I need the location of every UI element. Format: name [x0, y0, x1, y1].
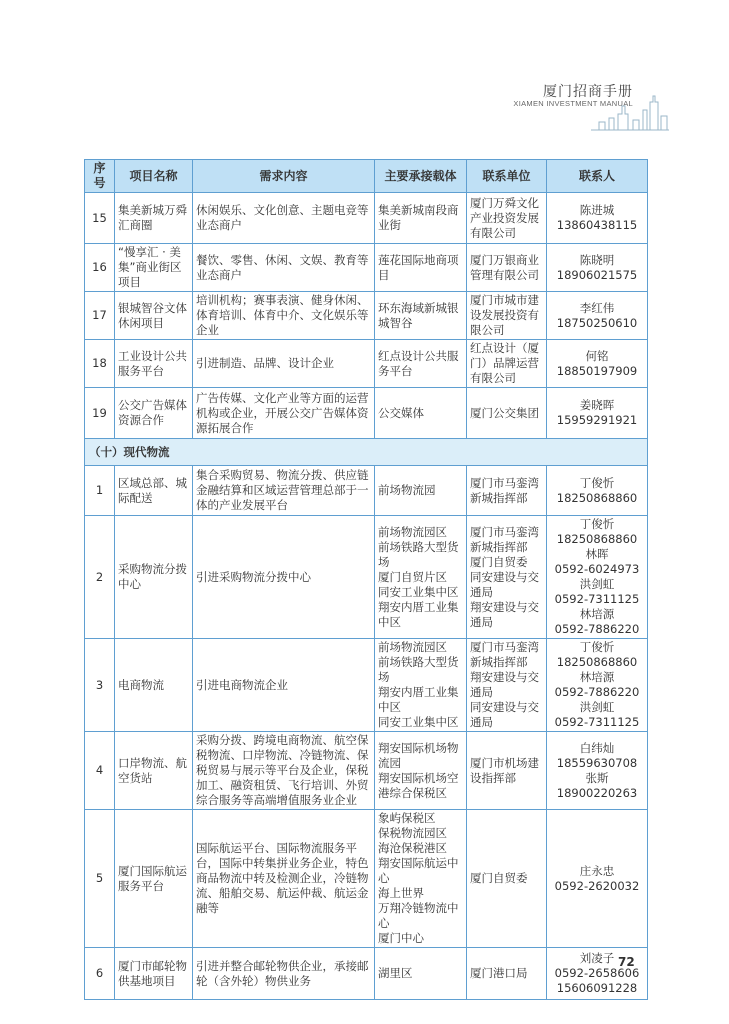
row-carrier: 前场物流园区 前场铁路大型货场 翔安内厝工业集中区 同安工业集中区 [375, 639, 467, 732]
row-unit: 厦门自贸委 [467, 810, 547, 948]
page-number: 72 [618, 955, 635, 969]
row-unit: 厦门市马銮湾新城指挥部 [467, 466, 547, 516]
row-demand: 国际航运平台、国际物流服务平台，国际中转集拼业务企业，特色商品物流中转及检测企业，冷链物流、船舶交易、航运仲裁、航运金融等 [193, 810, 375, 948]
row-unit: 厦门市马銮湾新城指挥部 翔安建设与交通局 同安建设与交通局 [467, 639, 547, 732]
row-contact: 丁俊忻 18250868860 [547, 466, 648, 516]
row-no: 17 [85, 292, 115, 340]
row-no: 15 [85, 193, 115, 244]
row-demand: 集合采购贸易、物流分拨、供应链金融结算和区域运营管理总部于一体的产业发展平台 [193, 466, 375, 516]
row-contact: 姜晓晖 15959291921 [547, 388, 648, 439]
row-carrier: 前场物流园区 前场铁路大型货场 厦门自贸片区 同安工业集中区 翔安内厝工业集中区 [375, 516, 467, 639]
table-row [85, 639, 648, 732]
row-demand: 引进采购物流分拨中心 [193, 516, 375, 639]
row-carrier: 集美新城南段商业街 [375, 193, 467, 244]
row-contact: 庄永忠 0592-2620032 [547, 810, 648, 948]
row-contact: 陈进城 13860438115 [547, 193, 648, 244]
row-demand: 餐饮、零售、休闲、文娱、教育等业态商户 [193, 244, 375, 292]
row-carrier: 象屿保税区 保税物流园区 海沧保税港区 翔安国际航运中心 海上世界 万翔冷链物流中心 厦门中心 [375, 810, 467, 948]
header-title: 厦门招商手册 [543, 84, 633, 100]
row-no: 19 [85, 388, 115, 439]
row-no: 16 [85, 244, 115, 292]
table-row [85, 466, 648, 516]
row-contact: 李红伟 18750250610 [547, 292, 648, 340]
header-subtitle: XIAMEN INVESTMENT MANUAL [513, 99, 633, 108]
row-no: 4 [85, 732, 115, 810]
row-no: 3 [85, 639, 115, 732]
table-row [85, 516, 648, 639]
row-carrier: 环东海域新城银城智谷 [375, 292, 467, 340]
table-row [85, 388, 648, 439]
row-name: 电商物流 [115, 639, 193, 732]
row-unit: 厦门万银商业管理有限公司 [467, 244, 547, 292]
row-carrier: 湖里区 [375, 948, 467, 1000]
table-row [85, 810, 648, 948]
table-row [85, 292, 648, 340]
row-demand: 采购分拨、跨境电商物流、航空保税物流、口岸物流、冷链物流、保税贸易与展示等平台及企业，保税加工、融资租赁、飞行培训、外贸综合服务等高端增值服务业企业 [193, 732, 375, 810]
skyline-graphic [589, 92, 671, 132]
row-demand: 广告传媒、文化产业等方面的运营机构或企业，开展公交广告媒体资源拓展合作 [193, 388, 375, 439]
row-contact: 陈晓明 18906021575 [547, 244, 648, 292]
row-no: 6 [85, 948, 115, 1000]
row-name: 采购物流分拨中心 [115, 516, 193, 639]
row-unit: 红点设计（厦门）品牌运营有限公司 [467, 340, 547, 388]
row-demand: 休闲娱乐、文化创意、主题电竞等业态商户 [193, 193, 375, 244]
row-name: 集美新城万舜汇商圈 [115, 193, 193, 244]
row-carrier: 红点设计公共服务平台 [375, 340, 467, 388]
row-carrier: 翔安国际机场物流园 翔安国际机场空港综合保税区 [375, 732, 467, 810]
row-no: 2 [85, 516, 115, 639]
col-header-carrier: 主要承接载体 [375, 160, 467, 193]
section-label: （十）现代物流 [85, 439, 648, 466]
row-name: 区域总部、城际配送 [115, 466, 193, 516]
row-contact: 白纬灿 18559630708 张斯 18900220263 [547, 732, 648, 810]
row-unit: 厦门万舜文化产业投资发展有限公司 [467, 193, 547, 244]
table-header-row [85, 160, 648, 193]
row-demand: 引进电商物流企业 [193, 639, 375, 732]
row-carrier: 莲花国际地商项目 [375, 244, 467, 292]
row-unit: 厦门港口局 [467, 948, 547, 1000]
table-row [85, 340, 648, 388]
row-unit: 厦门市机场建设指挥部 [467, 732, 547, 810]
row-contact: 丁俊忻 18250868860 林晖 0592-6024973 洪剑虹 0592-7311125 林培源 0592-7886220 [547, 516, 648, 639]
row-no: 5 [85, 810, 115, 948]
row-unit: 厦门公交集团 [467, 388, 547, 439]
row-demand: 引进并整合邮轮物供企业，承接邮轮（含外轮）物供业务 [193, 948, 375, 1000]
row-demand: 培训机构；赛事表演、健身休闲、体育培训、体育中介、文化娱乐等企业 [193, 292, 375, 340]
row-no: 1 [85, 466, 115, 516]
row-carrier: 公交媒体 [375, 388, 467, 439]
row-name: 口岸物流、航空货站 [115, 732, 193, 810]
row-carrier: 前场物流园 [375, 466, 467, 516]
row-demand: 引进制造、品牌、设计企业 [193, 340, 375, 388]
table-row [85, 732, 648, 810]
section-row [85, 439, 648, 466]
table-row [85, 948, 648, 1000]
row-contact: 丁俊忻 18250868860 林培源 0592-7886220 洪剑虹 0592-7311125 [547, 639, 648, 732]
row-name: 厦门国际航运服务平台 [115, 810, 193, 948]
row-contact: 刘凌子 0592-2658606 15606091228 [547, 948, 648, 1000]
row-name: 公交广告媒体资源合作 [115, 388, 193, 439]
col-header-contact: 联系人 [547, 160, 648, 193]
row-unit: 厦门市马銮湾新城指挥部 厦门自贸委 同安建设与交通局 翔安建设与交通局 [467, 516, 547, 639]
row-unit: 厦门市城市建设发展投资有限公司 [467, 292, 547, 340]
col-header-unit: 联系单位 [467, 160, 547, 193]
col-header-name: 项目名称 [115, 160, 193, 193]
row-name: 厦门市邮轮物供基地项目 [115, 948, 193, 1000]
table-row [85, 193, 648, 244]
col-header-no: 序号 [85, 160, 115, 193]
row-name: “慢享汇 · 美集”商业街区项目 [115, 244, 193, 292]
table-row [85, 244, 648, 292]
row-name: 工业设计公共服务平台 [115, 340, 193, 388]
investment-table [84, 159, 648, 1000]
row-name: 银城智谷文体休闲项目 [115, 292, 193, 340]
col-header-demand: 需求内容 [193, 160, 375, 193]
row-no: 18 [85, 340, 115, 388]
row-contact: 何铭 18850197909 [547, 340, 648, 388]
